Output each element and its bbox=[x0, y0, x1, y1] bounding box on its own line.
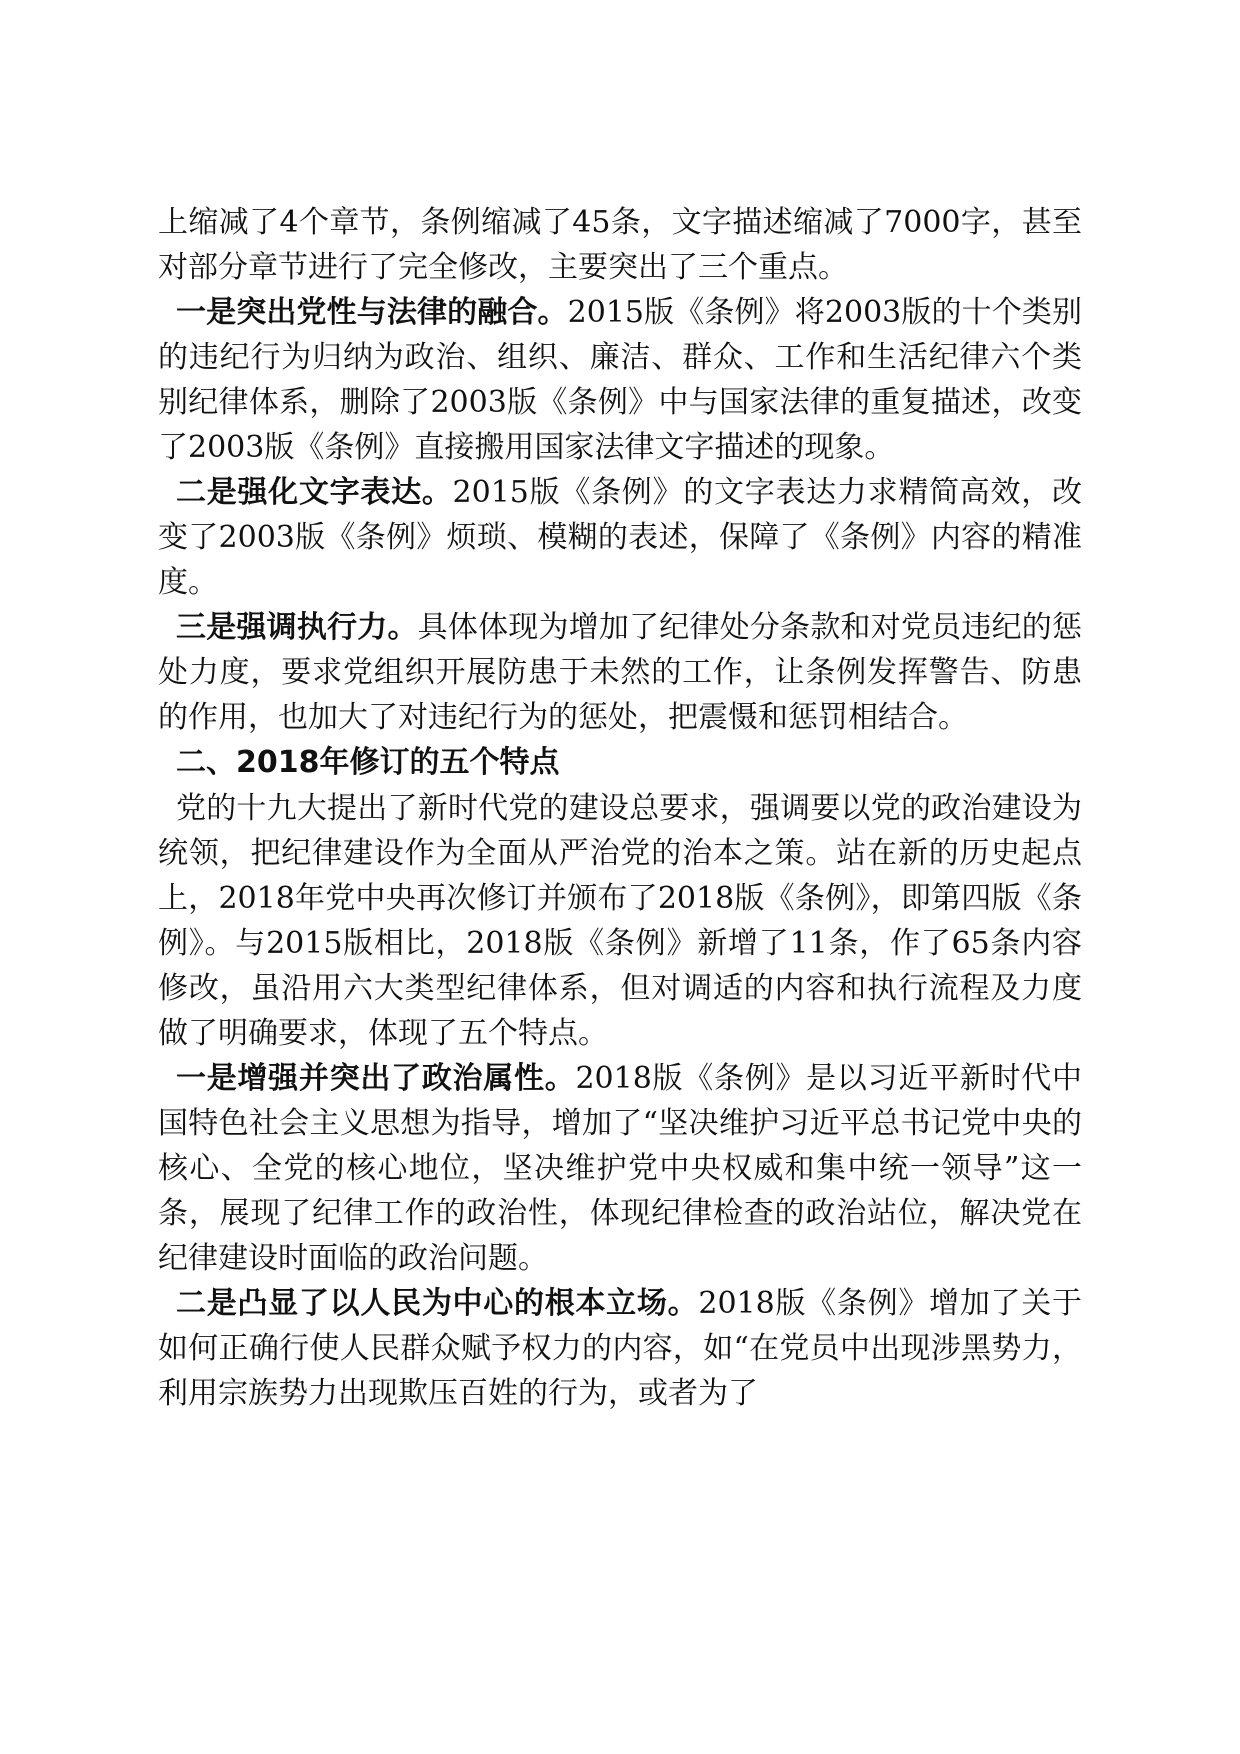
paragraph-section-intro bbox=[158, 786, 1082, 1056]
paragraph-lead: 二是强化文字表达。 bbox=[176, 475, 453, 510]
paragraph-intro bbox=[158, 200, 1082, 290]
paragraph-text: 具体体现为增加了纪律处分条款和对党员违纪的惩处力度，要求党组织开展防患于未然的工作，让条例发挥警告、防患的作用，也加大了对违纪行为的惩处，把震慑和惩罚相结合。 bbox=[158, 610, 1083, 735]
paragraph-text: 上缩减了4个章节，条例缩减了45条，文字描述缩减了7000字，甚至对部分章节进行了完全修改，主要突出了三个重点。 bbox=[158, 205, 1082, 285]
paragraph-text: 2015版《条例》的文字表达力求精简高效，改变了2003版《条例》烦琐、模糊的表述，保障了《条例》内容的精准度。 bbox=[158, 475, 1082, 600]
paragraph-text: 党的十九大提出了新时代党的建设总要求，强调要以党的政治建设为统领，把纪律建设作为全面从严治党的治本之策。站在新的历史起点上，2018年党中央再次修订并颁布了2018版《条例》，即第四版《条例》。与2015版相比，2018版《条例》新增了11条，作了65条内容修改，虽沿用六大类型纪律体系，但对调适的内容和执行流程及力度做了明确要求，体现了五个特点。 bbox=[158, 791, 1082, 1051]
paragraph-lead: 二是凸显了以人民为中心的根本立场。 bbox=[176, 1286, 699, 1321]
paragraph-lead: 三是强调执行力。 bbox=[176, 610, 418, 645]
paragraph-text: 2015版《条例》将2003版的十个类别的违纪行为归纳为政治、组织、廉洁、群众、工作和生活纪律六个类别纪律体系，删除了2003版《条例》中与国家法律的重复描述，改变了2003版《条例》直接搬用国家法律文字描述的现象。 bbox=[158, 295, 1082, 465]
paragraph-feature-2 bbox=[158, 1281, 1082, 1416]
paragraph-point-1 bbox=[158, 290, 1082, 470]
paragraph-feature-1 bbox=[158, 1056, 1082, 1281]
paragraph-text: 2018版《条例》增加了关于如何正确行使人民群众赋予权力的内容，如“在党员中出现涉黑势力，利用宗族势力出现欺压百姓的行为，或者为了 bbox=[158, 1286, 1082, 1411]
paragraph-lead: 一是突出党性与法律的融合。 bbox=[176, 295, 568, 330]
paragraph-lead: 一是增强并突出了政治属性。 bbox=[176, 1061, 576, 1096]
paragraph-point-3 bbox=[158, 605, 1082, 740]
paragraph-point-2 bbox=[158, 470, 1082, 605]
paragraph-text: 2018版《条例》是以习近平新时代中国特色社会主义思想为指导，增加了“坚决维护习近平总书记党中央的核心、全党的核心地位，坚决维护党中央权威和集中统一领导”这一条，展现了纪律工作的政治性，体现纪律检查的政治站位，解决党在纪律建设时面临的政治问题。 bbox=[158, 1061, 1083, 1276]
section-heading: 二、2018年修订的五个特点 bbox=[176, 745, 560, 780]
document-page bbox=[158, 200, 1082, 1416]
